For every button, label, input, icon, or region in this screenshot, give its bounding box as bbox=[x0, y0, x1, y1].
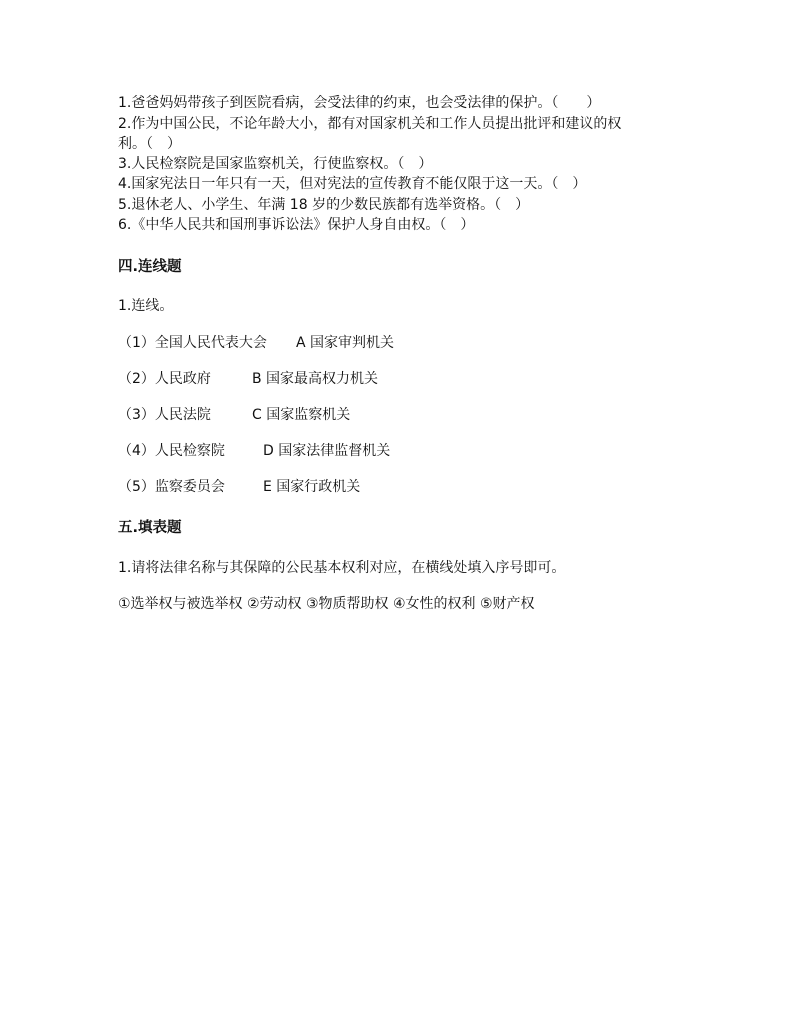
match-row-3 bbox=[118, 405, 350, 425]
match-right-item: C 国家监察机关 bbox=[252, 407, 351, 423]
true-false-item-6: 6.《中华人民共和国刑事诉讼法》保护人身自由权。（ ） bbox=[118, 217, 475, 233]
match-left-item: （5）监察委员会 bbox=[118, 479, 225, 495]
true-false-item-2: 2.作为中国公民，不论年龄大小，都有对国家机关和工作人员提出批评和建议的权 bbox=[118, 116, 622, 132]
match-row-4 bbox=[118, 441, 390, 461]
true-false-item-3: 3.人民检察院是国家监察机关，行使监察权。（ ） bbox=[118, 156, 433, 172]
match-left-item: （3）人民法院 bbox=[118, 407, 211, 423]
match-left-item: （1）全国人民代表大会 bbox=[118, 335, 267, 351]
match-right-item: D 国家法律监督机关 bbox=[263, 443, 391, 459]
match-left-item: （4）人民检察院 bbox=[118, 443, 225, 459]
true-false-item-4: 4.国家宪法日一年只有一天，但对宪法的宣传教育不能仅限于这一天。（ ） bbox=[118, 176, 587, 192]
true-false-item-1: 1.爸爸妈妈带孩子到医院看病，会受法律的约束，也会受法律的保护。（ ） bbox=[118, 95, 601, 111]
match-right-item: B 国家最高权力机关 bbox=[252, 371, 379, 387]
section-5-question: 1.请将法律名称与其保障的公民基本权利对应，在横线处填入序号即可。 bbox=[118, 560, 566, 576]
section-4-title: 四.连线题 bbox=[118, 259, 182, 275]
true-false-item-2-continued: 利。（ ） bbox=[118, 136, 181, 152]
match-row-1 bbox=[118, 333, 394, 353]
match-right-item: E 国家行政机关 bbox=[263, 479, 361, 495]
match-right-item: A 国家审判机关 bbox=[296, 335, 395, 351]
match-row-2 bbox=[118, 369, 378, 389]
true-false-item-5: 5.退休老人、小学生、年满 18 岁的少数民族都有选举资格。（ ） bbox=[118, 197, 530, 213]
match-row-5 bbox=[118, 477, 360, 497]
section-4-question: 1.连线。 bbox=[118, 298, 174, 314]
match-left-item: （2）人民政府 bbox=[118, 371, 211, 387]
section-5-options: ①选举权与被选举权 ②劳动权 ③物质帮助权 ④女性的权利 ⑤财产权 bbox=[118, 596, 535, 612]
section-5-title: 五.填表题 bbox=[118, 520, 182, 536]
